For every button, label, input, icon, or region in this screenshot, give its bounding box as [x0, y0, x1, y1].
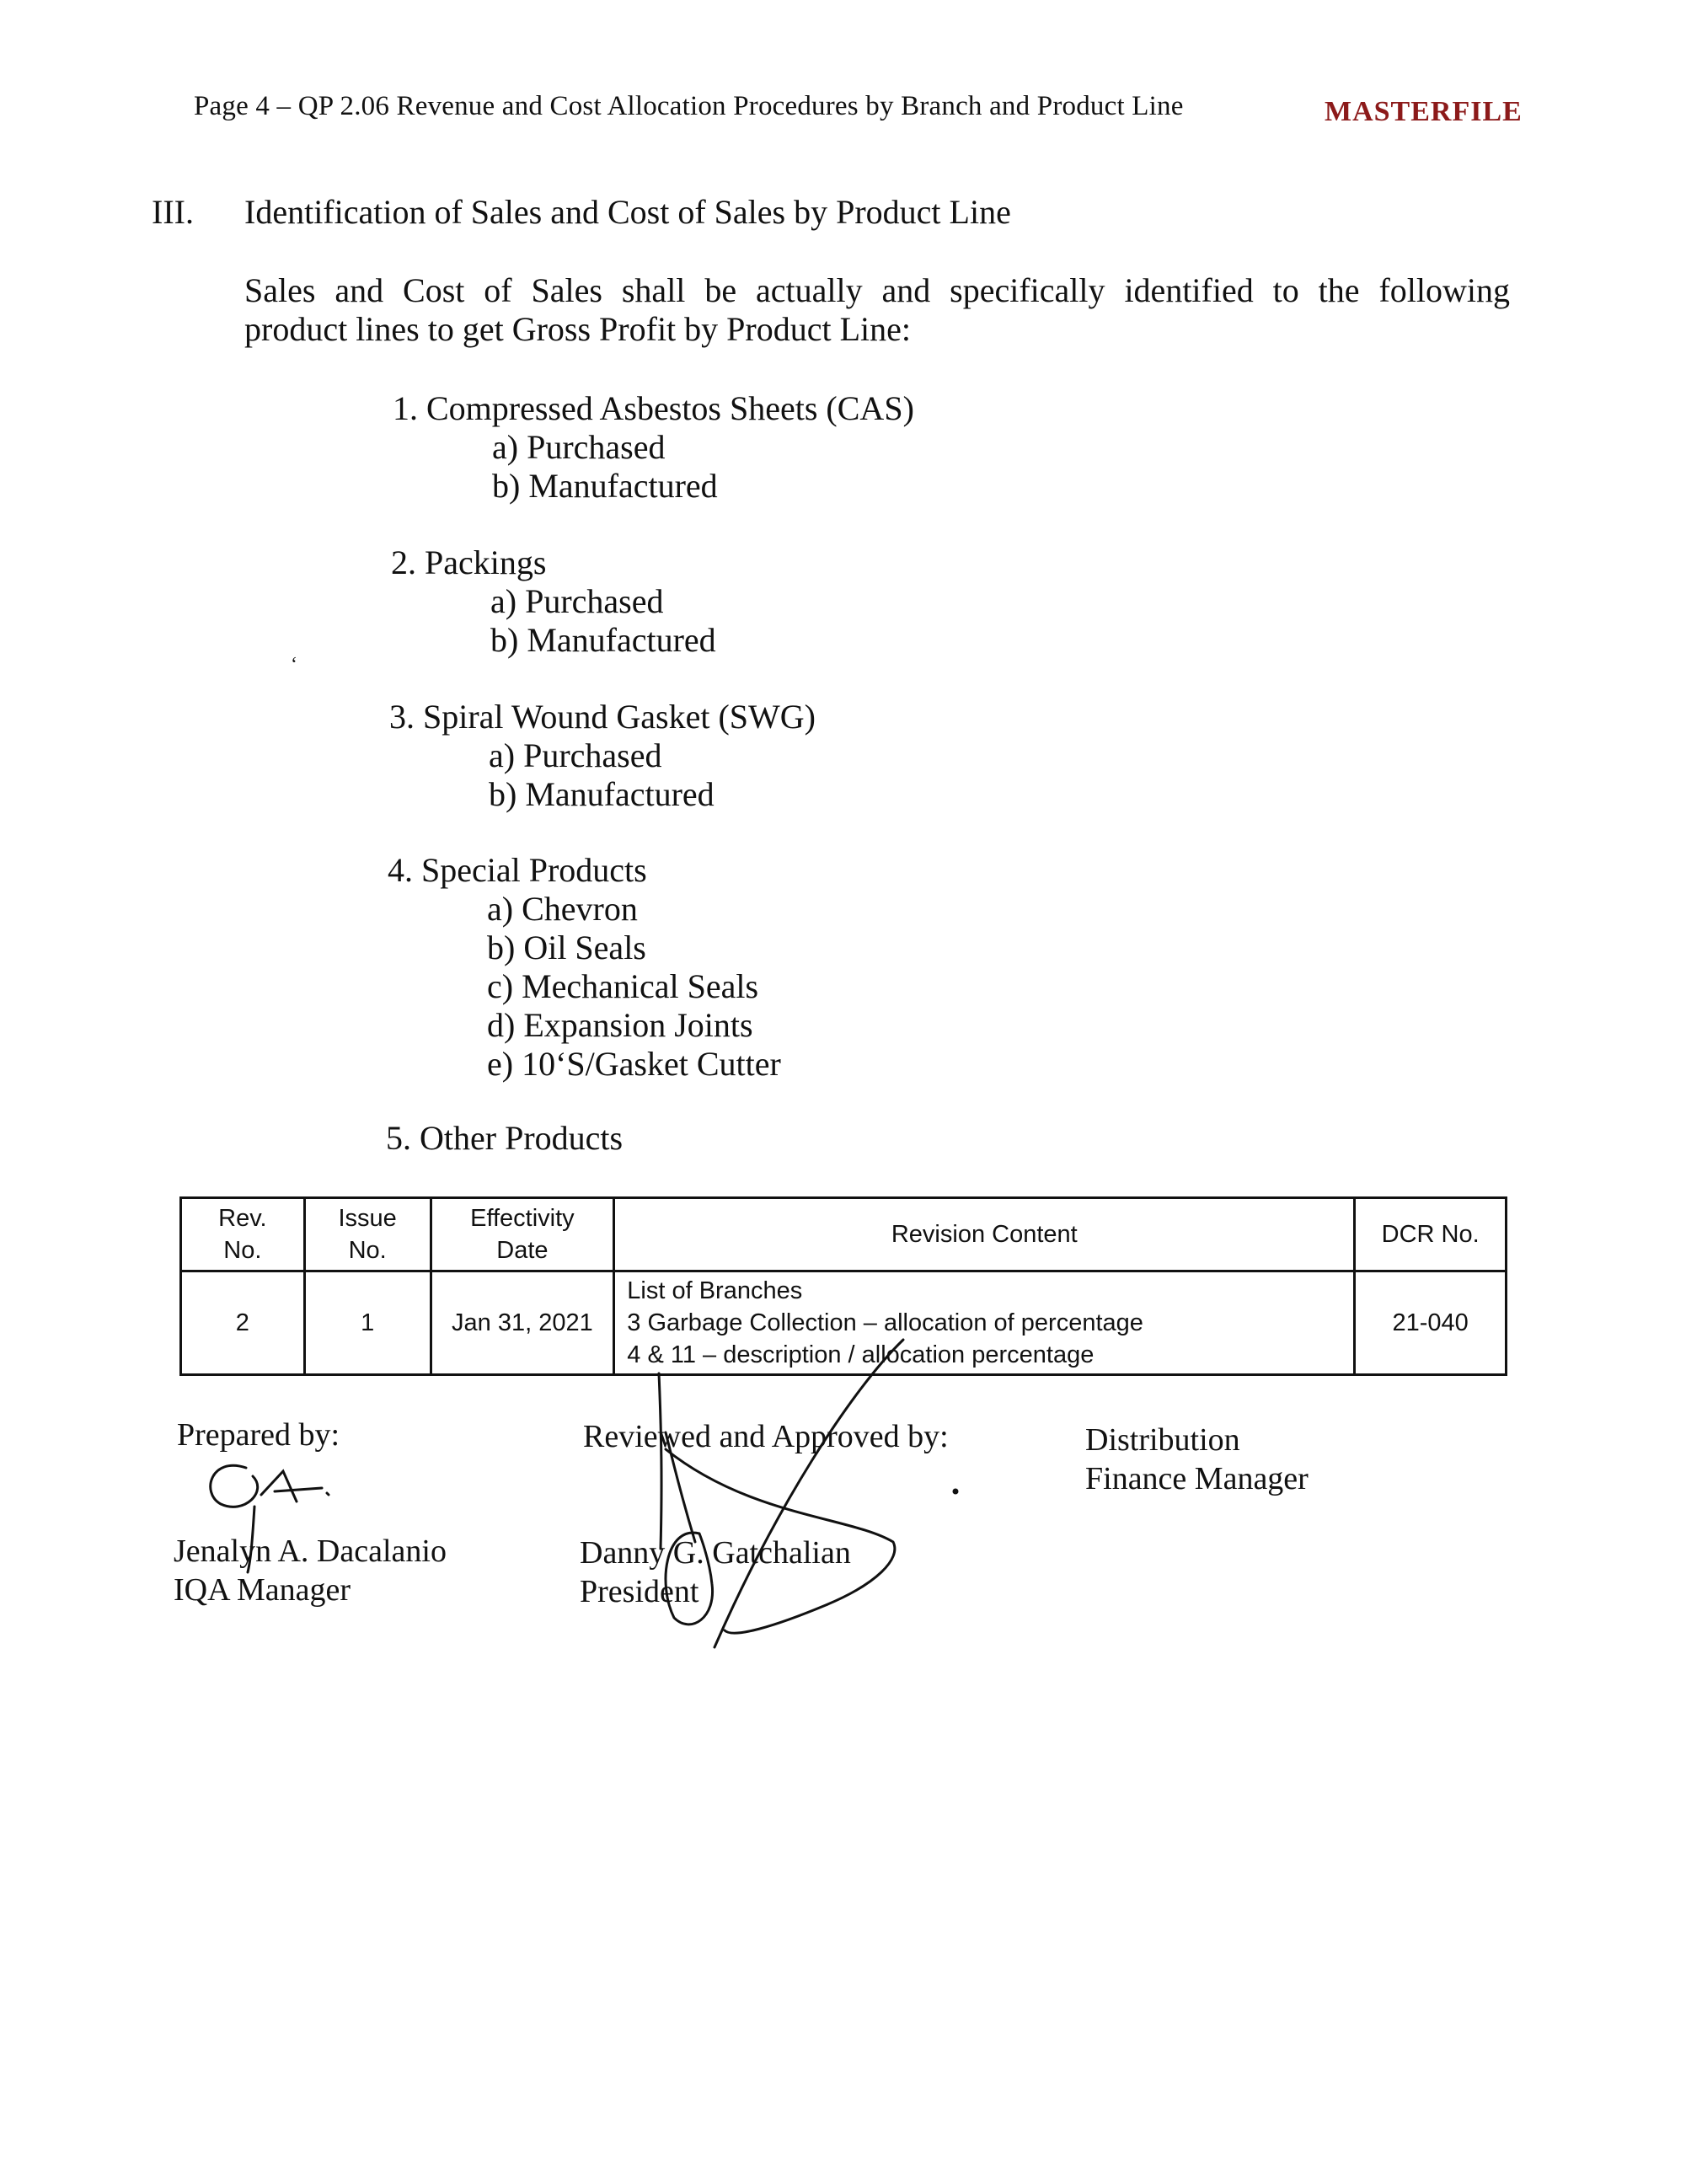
product-line-item: e) 10‘S/Gasket Cutter — [487, 1045, 781, 1083]
product-line-item: a) Purchased — [492, 428, 666, 466]
revision-line: 3 Garbage Collection – allocation of percentage — [627, 1309, 1143, 1336]
approver-signature-mark — [659, 1340, 903, 1647]
product-line-item: a) Purchased — [489, 736, 662, 774]
product-line-item: b) Manufactured — [492, 467, 718, 505]
product-line-item: d) Expansion Joints — [487, 1006, 753, 1044]
preparer-title: IQA Manager — [174, 1572, 351, 1608]
intro-line: Sales and Cost of Sales shall be actually and specifically identified to the following — [244, 271, 1510, 309]
cell-dcr-no: 21-040 — [1355, 1271, 1507, 1375]
section-number: III. — [152, 193, 194, 231]
masterfile-stamp: MASTERFILE — [1325, 96, 1523, 127]
prepared-by-label: Prepared by: — [177, 1417, 340, 1453]
preparer-signature-mark — [211, 1465, 329, 1572]
approver-name: Danny G. Gatchalian — [580, 1535, 851, 1571]
page-header-title: Page 4 – QP 2.06 Revenue and Cost Allocation Procedures by Branch and Product Line — [194, 91, 1184, 121]
header-dcr-no: DCR No. — [1355, 1198, 1507, 1271]
product-line-label: 1. Compressed Asbestos Sheets (CAS) — [393, 389, 914, 427]
header-text: Issue — [338, 1205, 397, 1232]
product-line-item: b) Oil Seals — [487, 929, 646, 966]
cell-issue-no: 1 — [304, 1271, 431, 1375]
product-line-item: a) Chevron — [487, 890, 638, 928]
header-text: Date — [496, 1237, 549, 1264]
product-line-label: 4. Special Products — [388, 851, 647, 889]
approver-title: President — [580, 1574, 699, 1609]
header-revision-content: Revision Content — [614, 1198, 1355, 1271]
section-title: Identification of Sales and Cost of Sales by Product Line — [244, 193, 1011, 231]
cell-effectivity-date: Jan 31, 2021 — [431, 1271, 614, 1375]
header-text: No. — [223, 1237, 262, 1264]
header-text: Effectivity — [470, 1205, 575, 1232]
preparer-name: Jenalyn A. Dacalanio — [174, 1534, 447, 1569]
reviewed-by-label: Reviewed and Approved by: — [583, 1419, 949, 1454]
product-line-item: a) Purchased — [490, 582, 664, 620]
intro-line: product lines to get Gross Profit by Product Line: — [244, 310, 912, 348]
distribution-label: Distribution — [1085, 1422, 1240, 1458]
header-text: Rev. — [218, 1205, 267, 1232]
cell-rev-no: 2 — [181, 1271, 305, 1375]
product-line-item: b) Manufactured — [490, 621, 716, 659]
product-line-item: b) Manufactured — [489, 775, 715, 813]
revision-line: List of Branches — [627, 1277, 803, 1304]
product-line-label: 2. Packings — [391, 543, 547, 581]
product-line-label: 3. Spiral Wound Gasket (SWG) — [389, 698, 816, 736]
product-line-item: c) Mechanical Seals — [487, 967, 759, 1005]
product-line-label: 5. Other Products — [386, 1119, 624, 1157]
revision-line: 4 & 11 – description / allocation percentage — [627, 1341, 1095, 1368]
distribution-recipient: Finance Manager — [1085, 1461, 1309, 1496]
header-text: No. — [348, 1237, 387, 1264]
stray-mark: ‘ — [291, 654, 297, 676]
